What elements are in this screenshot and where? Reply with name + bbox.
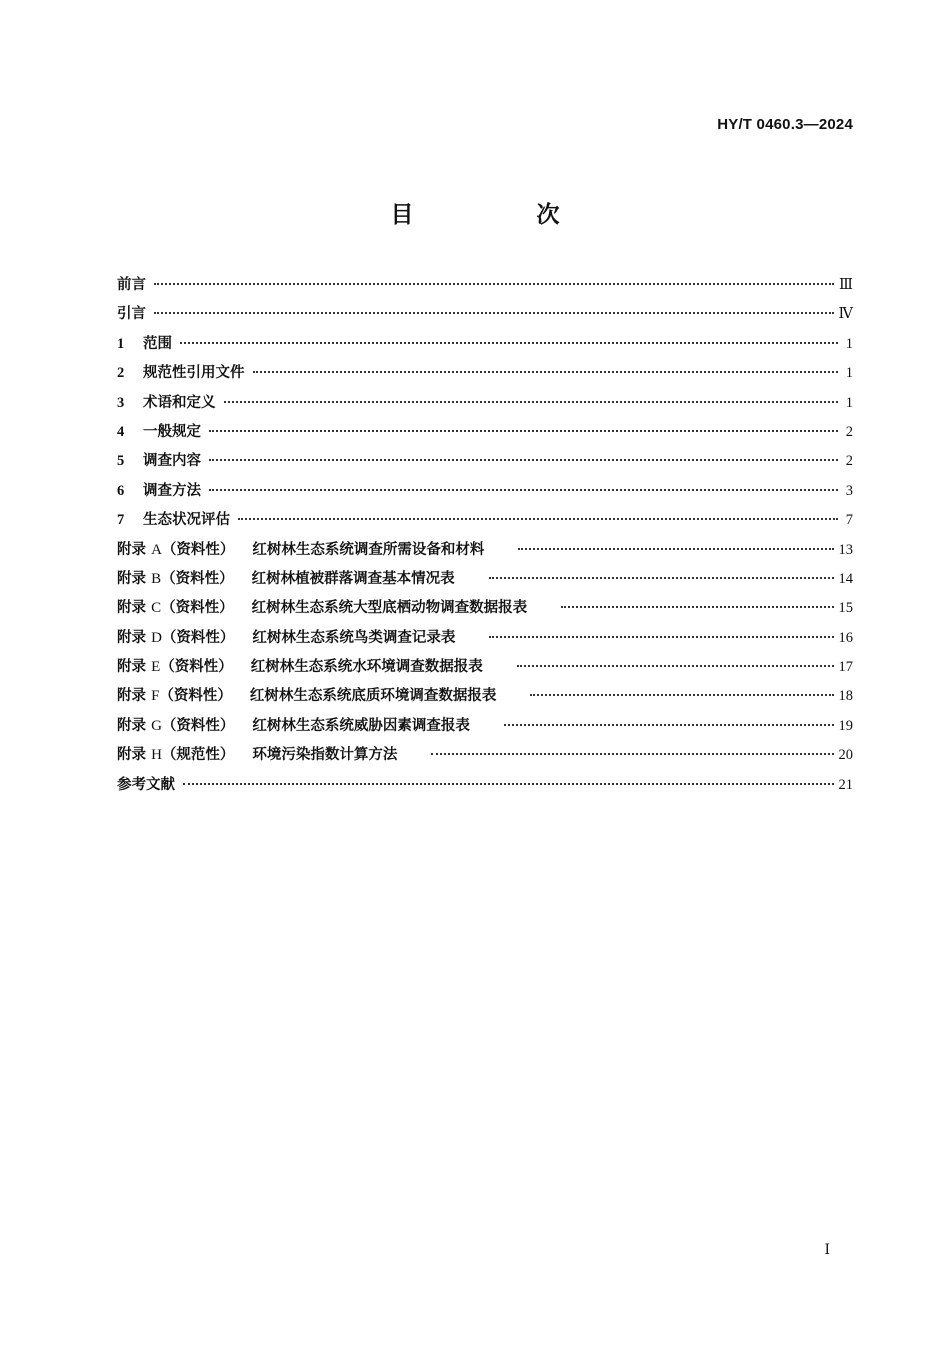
toc-entry-number: 1 — [117, 335, 125, 352]
leader-dots — [154, 283, 834, 285]
toc-entry-appendix-d[interactable] — [117, 626, 853, 655]
toc-entry-page: 2 — [845, 423, 853, 440]
appendix-label: 附录 H（规范性） — [117, 747, 235, 764]
leader-dots — [224, 401, 839, 403]
toc-entry-page: 21 — [838, 776, 853, 793]
toc-entry-page: 19 — [838, 717, 853, 734]
toc-entry-number: 6 — [117, 482, 125, 499]
toc-entry-title: 引言 — [117, 306, 146, 323]
toc-entry-page: 15 — [838, 600, 853, 617]
toc-entry-title: 环境污染指数计算方法 — [252, 747, 398, 764]
toc-entry-appendix-f[interactable] — [117, 684, 853, 713]
leader-dots — [209, 459, 838, 461]
toc-entry-title: 红树林生态系统威胁因素调查报表 — [252, 717, 470, 734]
toc-entry-page: 20 — [838, 747, 853, 764]
leader-dots — [489, 577, 834, 579]
leader-dots — [253, 371, 839, 373]
toc-entry-title: 范围 — [143, 335, 172, 352]
appendix-label: 附录 C（资料性） — [117, 600, 234, 617]
toc-entry-appendix-h[interactable] — [117, 743, 853, 772]
leader-dots — [431, 753, 833, 755]
toc-entry-page: 1 — [845, 335, 853, 352]
toc-entry-scope[interactable] — [117, 332, 853, 361]
toc-entry-page: 14 — [838, 570, 853, 587]
appendix-label: 附录 D（资料性） — [117, 629, 235, 646]
toc-entry-appendix-g[interactable] — [117, 714, 853, 743]
leader-dots — [209, 430, 838, 432]
toc-entry-number: 7 — [117, 512, 125, 529]
toc-entry-introduction[interactable] — [117, 302, 853, 331]
leader-dots — [238, 518, 838, 520]
toc-entry-appendix-b[interactable] — [117, 567, 853, 596]
toc-entry-page: 13 — [838, 541, 853, 558]
appendix-label: 附录 F（资料性） — [117, 688, 232, 705]
toc-entry-title: 调查内容 — [143, 453, 201, 470]
page-title: 目 次 — [390, 202, 610, 228]
toc-entry-page: Ⅳ — [838, 306, 853, 323]
toc-entry-title: 规范性引用文件 — [143, 365, 245, 382]
toc-entry-survey-methods[interactable] — [117, 479, 853, 508]
toc-entry-page: 3 — [845, 482, 853, 499]
toc-entry-general-rules[interactable] — [117, 420, 853, 449]
leader-dots — [183, 783, 834, 785]
toc-entry-title: 红树林生态系统调查所需设备和材料 — [252, 541, 485, 558]
appendix-label: 附录 G（资料性） — [117, 717, 235, 734]
toc-entry-title: 红树林生态系统大型底栖动物调查数据报表 — [251, 600, 528, 617]
toc-entry-page: 18 — [838, 688, 853, 705]
toc-entry-number: 2 — [117, 365, 125, 382]
appendix-label: 附录 A（资料性） — [117, 541, 235, 558]
leader-dots — [154, 312, 834, 314]
toc-entry-title: 红树林生态系统底质环境调查数据报表 — [249, 688, 497, 705]
toc-entry-survey-content[interactable] — [117, 449, 853, 478]
toc-entry-title: 术语和定义 — [143, 394, 216, 411]
page-number: Ⅰ — [824, 1243, 830, 1258]
toc-entry-title: 红树林生态系统水环境调查数据报表 — [250, 659, 483, 676]
toc-entry-number: 3 — [117, 394, 125, 411]
toc-entry-title: 调查方法 — [143, 482, 201, 499]
toc-entry-normative-references[interactable] — [117, 361, 853, 390]
toc-entry-number: 4 — [117, 423, 125, 440]
toc-entry-page: 2 — [845, 453, 853, 470]
leader-dots — [530, 694, 833, 696]
toc-entry-appendix-e[interactable] — [117, 655, 853, 684]
toc-entry-title: 红树林植被群落调查基本情况表 — [251, 570, 455, 587]
toc-entry-page: 1 — [845, 394, 853, 411]
table-of-contents — [117, 273, 853, 802]
toc-entry-page: 1 — [845, 365, 853, 382]
toc-entry-foreword[interactable] — [117, 273, 853, 302]
appendix-label: 附录 B（资料性） — [117, 570, 234, 587]
toc-entry-number: 5 — [117, 453, 125, 470]
toc-entry-references[interactable] — [117, 773, 853, 802]
leader-dots — [489, 636, 833, 638]
appendix-label: 附录 E（资料性） — [117, 659, 233, 676]
leader-dots — [209, 489, 838, 491]
toc-entry-appendix-c[interactable] — [117, 596, 853, 625]
toc-entry-ecological-assessment[interactable] — [117, 508, 853, 537]
toc-entry-page: Ⅲ — [839, 277, 853, 293]
leader-dots — [517, 665, 834, 667]
toc-entry-page: 7 — [845, 512, 853, 529]
toc-entry-page: 16 — [838, 629, 853, 646]
toc-entry-title: 前言 — [117, 277, 146, 293]
standard-code: HY/T 0460.3—2024 — [717, 116, 853, 133]
toc-entry-title: 参考文献 — [117, 776, 175, 793]
toc-entry-terms[interactable] — [117, 391, 853, 420]
toc-entry-page: 17 — [838, 659, 853, 676]
leader-dots — [504, 724, 834, 726]
toc-entry-title: 生态状况评估 — [143, 512, 230, 529]
leader-dots — [518, 548, 833, 550]
leader-dots — [561, 606, 833, 608]
toc-entry-appendix-a[interactable] — [117, 538, 853, 567]
toc-entry-title: 红树林生态系统鸟类调查记录表 — [252, 629, 456, 646]
toc-entry-title: 一般规定 — [143, 423, 201, 440]
leader-dots — [180, 342, 838, 344]
